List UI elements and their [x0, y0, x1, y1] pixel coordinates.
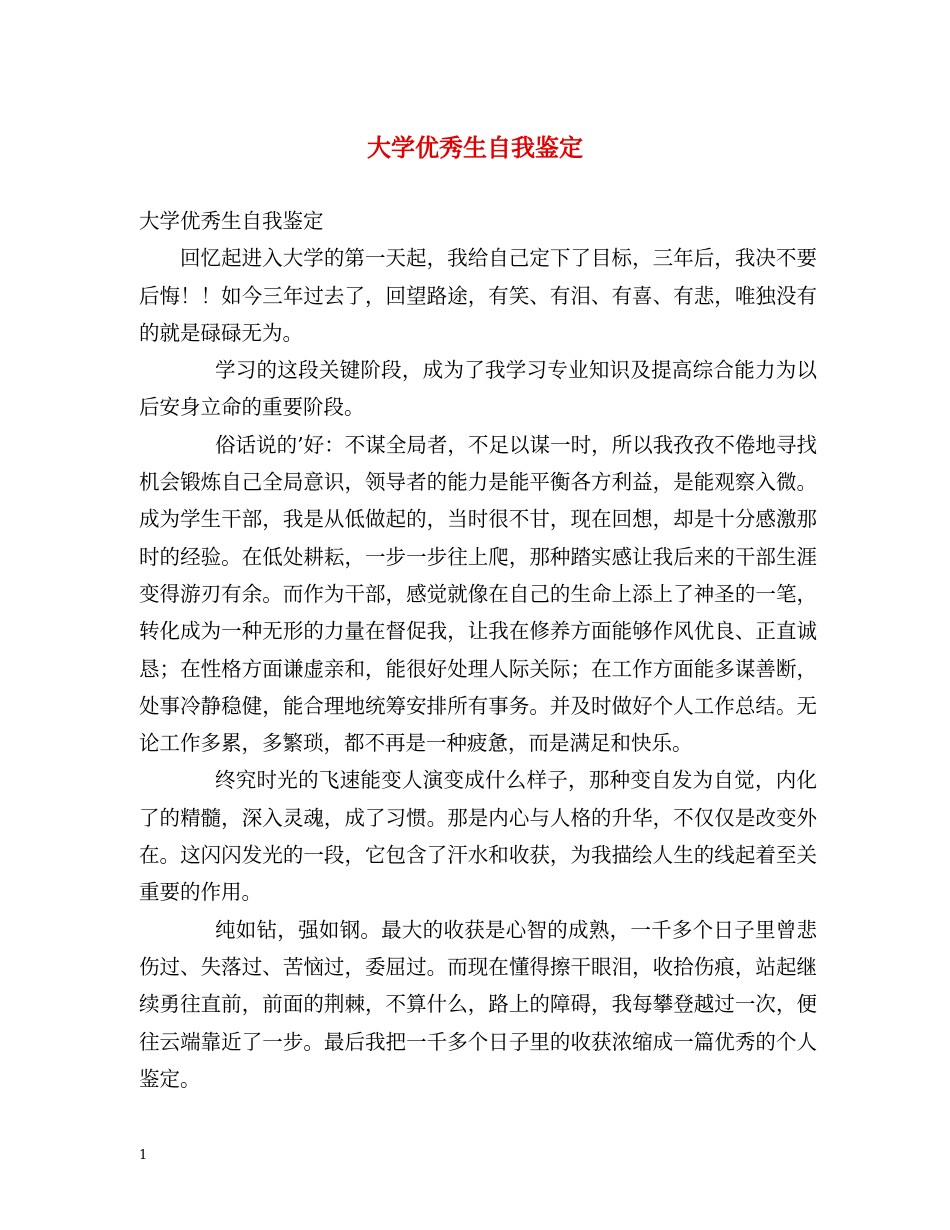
document-title: 大学优秀生自我鉴定 — [367, 133, 583, 162]
page-number: 1 — [139, 1148, 148, 1163]
paragraph-3: 俗话说的’好：不谋全局者，不足以谋一时，所以我孜孜不倦地寻找机会锻炼自己全局意识，领导者的能力是能平衡各方利益，是能观察入微。成为学生干部，我是从低做起的，当时很不甘，现在回想，却是十分感激那时的经验。在低处耕耘，一步一步往上爬，那种踏实感让我后来的干部生涯变得游刃有余。而作为干部，感觉就像在自己的生命上添上了神圣的一笔，转化成为一种无形的力量在督促我，让我在修养方面能够作风优良、正直诚恳；在性格方面谦虚亲和，能很好处理人际关际；在工作方面能多谋善断，处事冷静稳健，能合理地统筹安排所有事务。并及时做好个人工作总结。无论工作多累，多繁琐，都不再是一种疲惫，而是满足和快乐。 — [139, 432, 817, 756]
body-subtitle: 大学优秀生自我鉴定 — [139, 209, 324, 233]
paragraph-1: 回忆起进入大学的第一天起，我给自己定下了目标，三年后，我决不要后悔！！如今三年过去了，回望路途，有笑、有泪、有喜、有悲，唯独没有的就是碌碌无为。 — [139, 246, 817, 345]
document-body — [139, 203, 817, 1098]
paragraph-4: 终究时光的飞速能变人演变成什么样子，那种变自发为自觉，内化了的精髓，深入灵魂，成了习惯。那是内心与人格的升华，不仅仅是改变外在。这闪闪发光的一段，它包含了汗水和收获，为我描绘人生的线起着至关重要的作用。 — [139, 768, 817, 905]
paragraph-2: 学习的这段关键阶段，成为了我学习专业知识及提高综合能力为以后安身立命的重要阶段。 — [139, 358, 817, 420]
paragraph-5: 纯如钻，强如钢。最大的收获是心智的成熟，一千多个日子里曾悲伤过、失落过、苦恼过，委屈过。而现在懂得擦干眼泪，收拾伤痕，站起继续勇往直前，前面的荆棘，不算什么，路上的障碍，我每攀登越过一次，便往云端靠近了一步。最后我把一千多个日子里的收获浓缩成一篇优秀的个人鉴定。 — [139, 917, 817, 1091]
